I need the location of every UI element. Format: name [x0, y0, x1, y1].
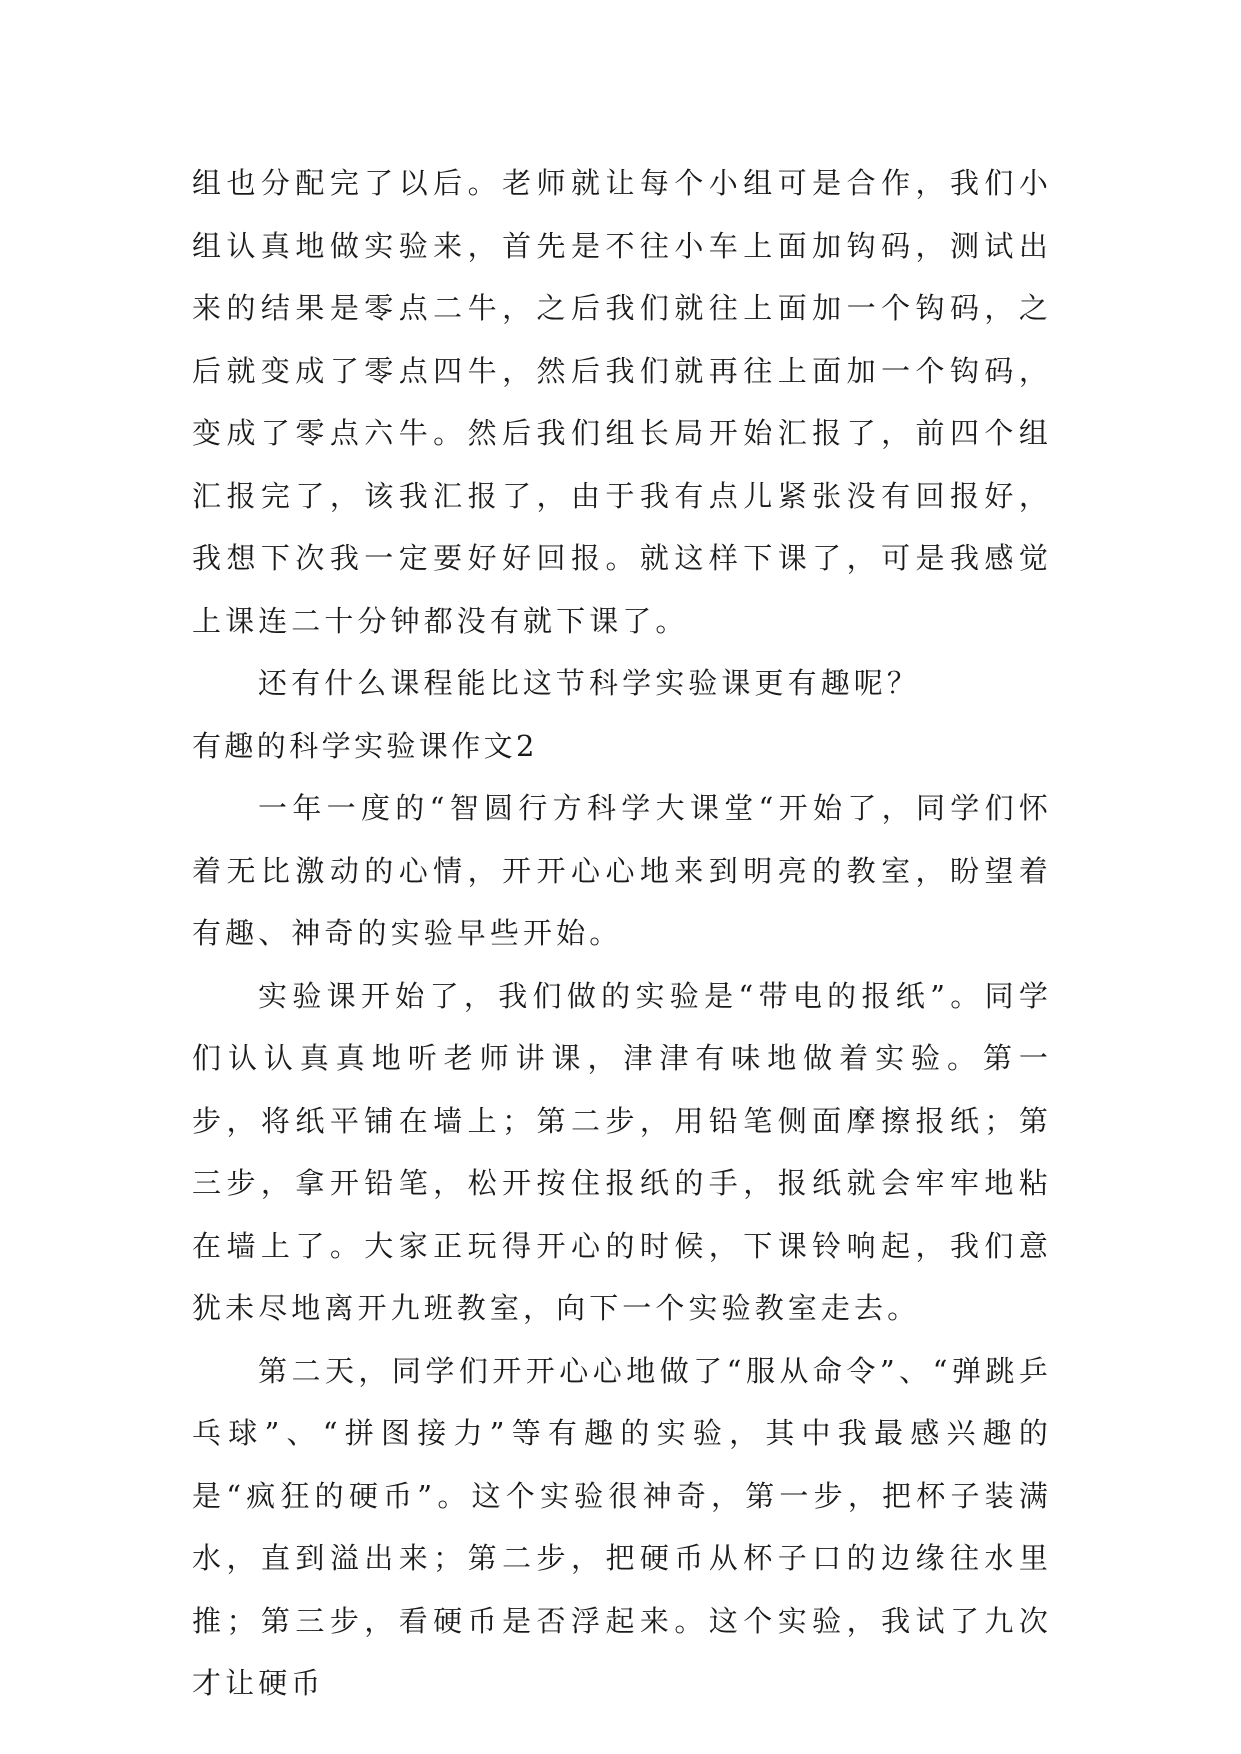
essay-heading: 有趣的科学实验课作文2 — [192, 728, 538, 763]
document-body — [192, 152, 1052, 1715]
paragraph-continuation: 组也分配完了以后。老师就让每个小组可是合作，我们小组认真地做实验来，首先是不往小车上面加钩码，测试出来的结果是零点二牛，之后我们就往上面加一个钩码，之后就变成了零点四牛，然后我们就再往上面加一个钩码，变成了零点六牛。然后我们组长局开始汇报了，前四个组汇报完了，该我汇报了，由于我有点儿紧张没有回报好，我想下次我一定要好好回报。就这样下课了，可是我感觉上课连二十分钟都没有就下课了。 — [192, 166, 1052, 638]
paragraph-coin-experiment: 第二天，同学们开开心心地做了“服从命令”、“弹跳乒乓球”、“拼图接力”等有趣的实验，其中我最感兴趣的是“疯狂的硬币”。这个实验很神奇，第一步，把杯子装满水，直到溢出来；第二步，把硬币从杯子口的边缘往水里推；第三步，看硬币是否浮起来。这个实验，我试了九次才让硬币 — [192, 1353, 1052, 1700]
paragraph-intro: 一年一度的“智圆行方科学大课堂“开始了，同学们怀着无比激动的心情，开开心心地来到明亮的教室，盼望着有趣、神奇的实验早些开始。 — [192, 791, 1052, 950]
paragraph-newspaper-experiment: 实验课开始了，我们做的实验是“带电的报纸”。同学们认认真真地听老师讲课，津津有味地做着实验。第一步，将纸平铺在墙上；第二步，用铅笔侧面摩擦报纸；第三步，拿开铅笔，松开按住报纸的手，报纸就会牢牢地粘在墙上了。大家正玩得开心的时候，下课铃响起，我们意犹未尽地离开九班教室，向下一个实验教室走去。 — [192, 978, 1052, 1325]
paragraph-question: 还有什么课程能比这节科学实验课更有趣呢？ — [258, 666, 921, 700]
